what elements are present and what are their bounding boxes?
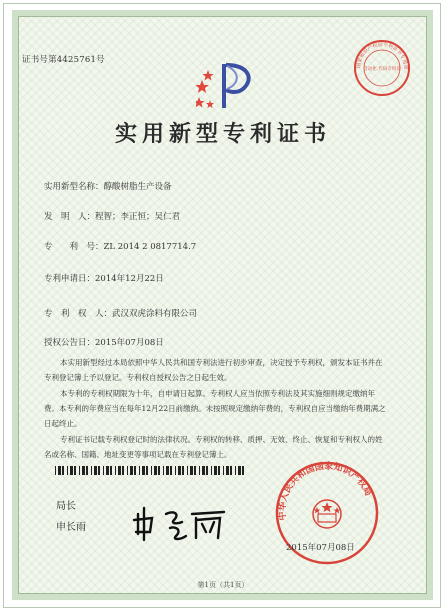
- field-patentee: [44, 307, 197, 319]
- director-name-label: 申长雨: [56, 522, 86, 533]
- national-emblem-icon: [313, 500, 341, 528]
- field-value: 2014年12月22日: [95, 274, 164, 284]
- field-label: 专利申请日：: [44, 274, 96, 284]
- certificate-number: 证书号第4425761号: [22, 55, 105, 65]
- field-grant-date: [44, 336, 164, 348]
- field-label: 专 利 权 人：: [44, 309, 113, 319]
- field-label: 实用新型名称：: [44, 182, 104, 192]
- paragraph-term: 本专利的专利权期限为十年，自申请日起算。专利权人应当依照专利法及其实施细则规定缴纳年费。本专利的年费应当在每年12月22日前缴纳。未按照规定缴纳年费的，专利权自应当缴纳年费期满之日起终止。: [44, 389, 386, 428]
- top-seal-center-text: 自动化 代码专用章: [363, 67, 401, 72]
- certificate-title: 实用新型专利证书: [114, 121, 331, 147]
- patent-office-emblem-icon: [196, 56, 256, 114]
- field-value: ZL 2014 2 0817714.7: [103, 242, 197, 252]
- svg-text:中华人民共和国国家知识产权局: [276, 460, 374, 521]
- director-label: 局长: [56, 501, 76, 512]
- top-official-seal: [352, 38, 412, 98]
- field-label: 授权公告日：: [44, 338, 96, 348]
- field-utility-name: [44, 180, 172, 192]
- field-application-date: [44, 272, 164, 284]
- bottom-seal-ring-text: 中华人民共和国国家知识产权局: [277, 461, 373, 521]
- field-label: 发 明 人：: [44, 212, 96, 222]
- paragraph-legal-status: 专利证书记载专利权登记时的法律状况。专利权的转移、质押、无效、终止、恢复和专利权人的姓名或名称、国籍、地址变更等事项记载在专利登记簿上。: [44, 435, 383, 459]
- field-label: 专 利 号：: [44, 242, 104, 252]
- stamp-date: 2015年07月08日: [286, 543, 355, 553]
- field-value: 程智；李正恒；吴仁君: [95, 212, 181, 222]
- field-inventor: [44, 210, 180, 222]
- field-value: 武汉双虎涂料有限公司: [112, 309, 198, 319]
- page-number: 第1页（共1页）: [197, 581, 249, 589]
- field-value: 醇酸树脂生产设备: [103, 182, 172, 192]
- field-value: 2015年07月08日: [95, 338, 164, 348]
- svg-text:国家知识产权局专利证书专用章: [355, 41, 409, 70]
- director-signature: [130, 500, 230, 544]
- paragraph-grant: 本实用新型经过本局依照中华人民共和国专利法进行初步审查，决定授予专利权，颁发本证书并在专利登记簿上予以登记。专利权自授权公告之日起生效。: [44, 358, 383, 382]
- top-seal-ring-text: 国家知识产权局专利证书专用章: [355, 41, 409, 70]
- field-patent-number: [44, 240, 196, 252]
- barcode: [55, 466, 247, 475]
